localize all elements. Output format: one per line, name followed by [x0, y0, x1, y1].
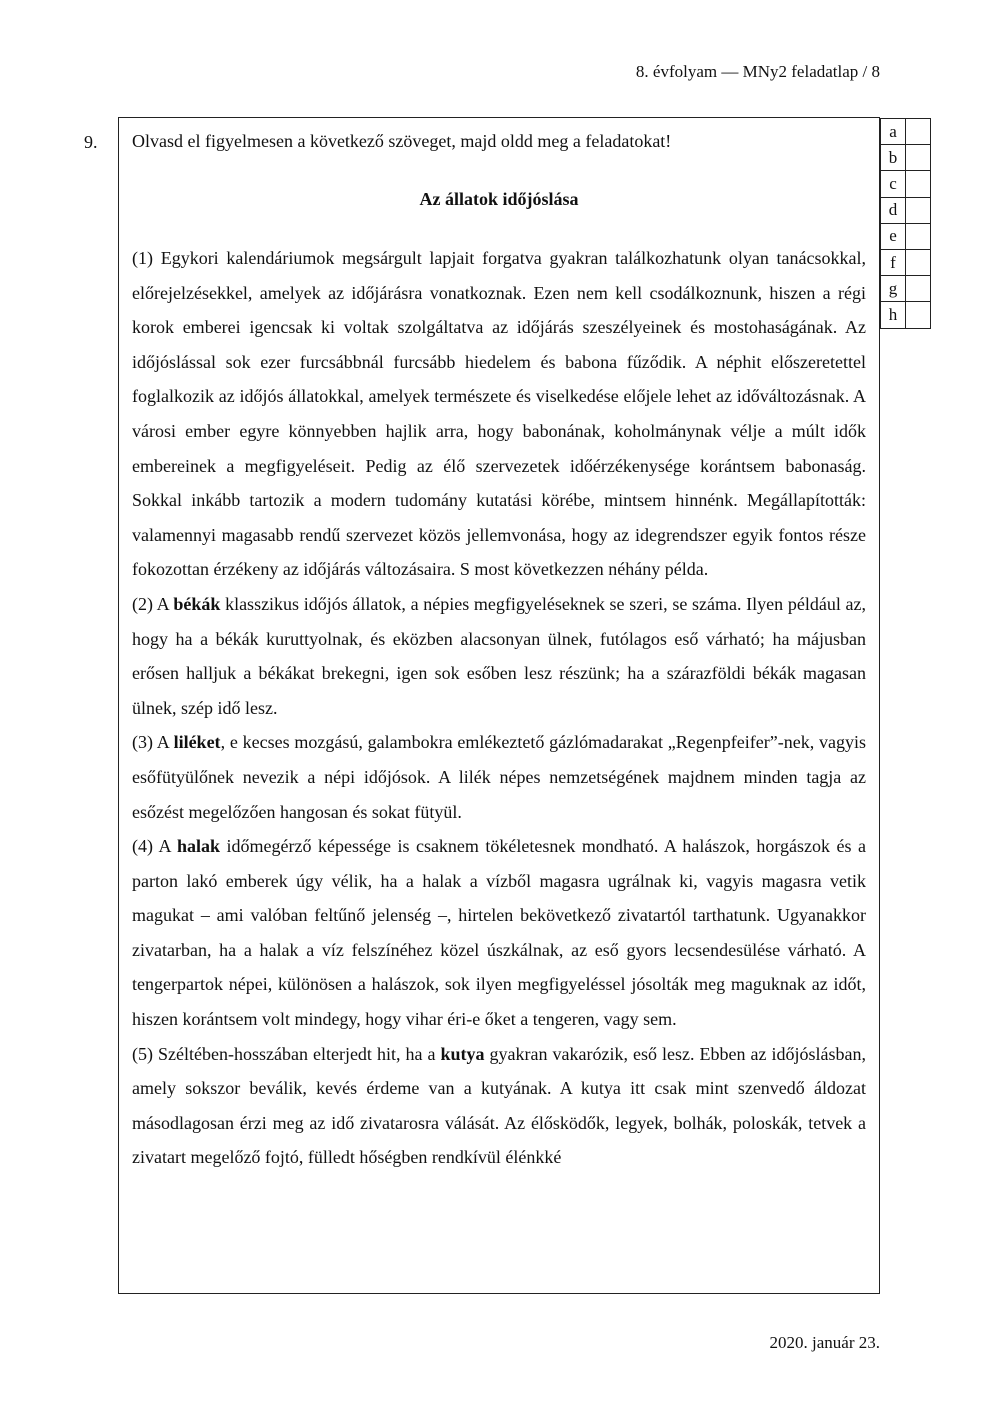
reading-text — [132, 241, 866, 1175]
answer-row — [881, 223, 931, 249]
answer-cell[interactable] — [906, 249, 931, 275]
paragraph-5: (5) Széltében-hosszában elterjedt hit, ha a kutya gyakran vakarózik, eső lesz. Ebben az időjóslásban, amely sokszor beválik, kevés érdeme van a kutyának. A kutya itt csak mint szenvedő áldozat másodlagosan érzi meg az idő zivatarosra válását. Az élősködők, legyek, bolhák, poloskák, tetvek a zivatart megelőző fojtó, fülledt hőségben rendkívül élénkké — [132, 1043, 866, 1168]
answer-row — [881, 302, 931, 328]
answer-row — [881, 249, 931, 275]
keyword-halak: halak — [177, 836, 221, 857]
question-instruction: Olvasd el figyelmesen a következő szöveget, majd oldd meg a feladatokat! — [132, 131, 672, 151]
answer-cell[interactable] — [906, 276, 931, 302]
keyword-leleket: liléket — [173, 732, 221, 753]
answer-label: h — [881, 302, 906, 328]
answer-label: d — [881, 197, 906, 223]
answer-label: f — [881, 249, 906, 275]
paragraph-2: (2) A békák klasszikus időjós állatok, a népies megfigyeléseknek se szeri, se száma. Ilyen például az, hogy ha a békák kuruttyolnak, és eközben alacsonyan ülnek, futólagos eső várható; ha májusban erősen halljuk a békákat brekegni, igen sok esőben lesz részünk; ha a szárazföldi békák magasan ülnek, szép idő lesz. — [132, 593, 866, 718]
answer-row — [881, 197, 931, 223]
answer-cell[interactable] — [906, 145, 931, 171]
paragraph-3: (3) A liléket, e kecses mozgású, galambokra emlékeztető gázlómadarakat „Regenpfeifer”-nek, vagyis esőfütyülőnek nevezik a népi időjósok. A lilék népes nemzetségének majdnem minden tagja az esőzést megelőzően hangosan és sokat fütyül. — [132, 732, 866, 822]
answer-label: c — [881, 171, 906, 197]
answer-grid — [880, 118, 931, 329]
paragraph-1: (1) Egykori kalendáriumok megsárgult lapjait forgatva gyakran találkozhatunk olyan tanácsokkal, előrejelzésekkel, amelyek az időjárásra vonatkoznak. Ezen nem kell csodálkoznunk, hiszen a régi korok emberei igencsak ki voltak szolgáltatva az időjárás szeszélyeinek és mostohaságának. Az időjóslással sok ezer furcsábbnál furcsább hiedelem és babona fűződik. A néphit előszeretettel foglalkozik az időjós állatokkal, amelyek természete és viselkedése előjele lehet az időváltozásnak. A városi ember egyre könnyebben hajlik arra, hogy babonának, koholmánynak vélje a múlt idők embereinek a megfigyeléseit. Pedig az élő szervezetek időérzékenysége korántsem babonaság. Sokkal inkább tartozik a modern tudomány kutatási körébe, mintsem hinnénk. Megállapították: valamennyi magasabb rendű szervezet közös jellemvonása, hogy az idegrendszer egyik fontos része fokozottan érzékeny az időjárás változásaira. S most következzen néhány példa. — [132, 248, 866, 580]
answer-cell[interactable] — [906, 119, 931, 145]
answer-row — [881, 171, 931, 197]
answer-cell[interactable] — [906, 171, 931, 197]
answer-cell[interactable] — [906, 197, 931, 223]
keyword-kutya: kutya — [440, 1043, 485, 1064]
answer-label: a — [881, 119, 906, 145]
answer-row — [881, 119, 931, 145]
answer-row — [881, 276, 931, 302]
question-number: 9. — [84, 132, 98, 152]
answer-row — [881, 145, 931, 171]
answer-cell[interactable] — [906, 302, 931, 328]
keyword-bekak: békák — [173, 593, 221, 614]
answer-cell[interactable] — [906, 223, 931, 249]
text-title: Az állatok időjóslása — [419, 189, 579, 209]
answer-label: e — [881, 223, 906, 249]
answer-label: g — [881, 276, 906, 302]
paragraph-4: (4) A halak időmegérző képessége is csaknem tökéletesnek mondható. A halászok, horgászok és a parton lakó emberek úgy vélik, ha a halak a vízből magasra ugrálnak ki, vagyis magasra vetik magukat – ami valóban feltűnő jelenség –, hirtelen bekövetkező zivatartól tarthatunk. Ugyanakkor zivatarban, ha a halak a víz felszínéhez közel úszkálnak, az eső gyors lecsendesülése várható. A tengerpartok népei, különösen a halászok, sok ilyen megfigyeléssel jósolták meg maguknak az időt, hiszen korántsem volt mindegy, hogy vihar éri-e őket a tengeren, vagy sem. — [132, 836, 866, 1030]
page-footer-date: 2020. január 23. — [769, 1333, 880, 1352]
page-header: 8. évfolyam — MNy2 feladatlap / 8 — [635, 62, 880, 81]
answer-label: b — [881, 145, 906, 171]
